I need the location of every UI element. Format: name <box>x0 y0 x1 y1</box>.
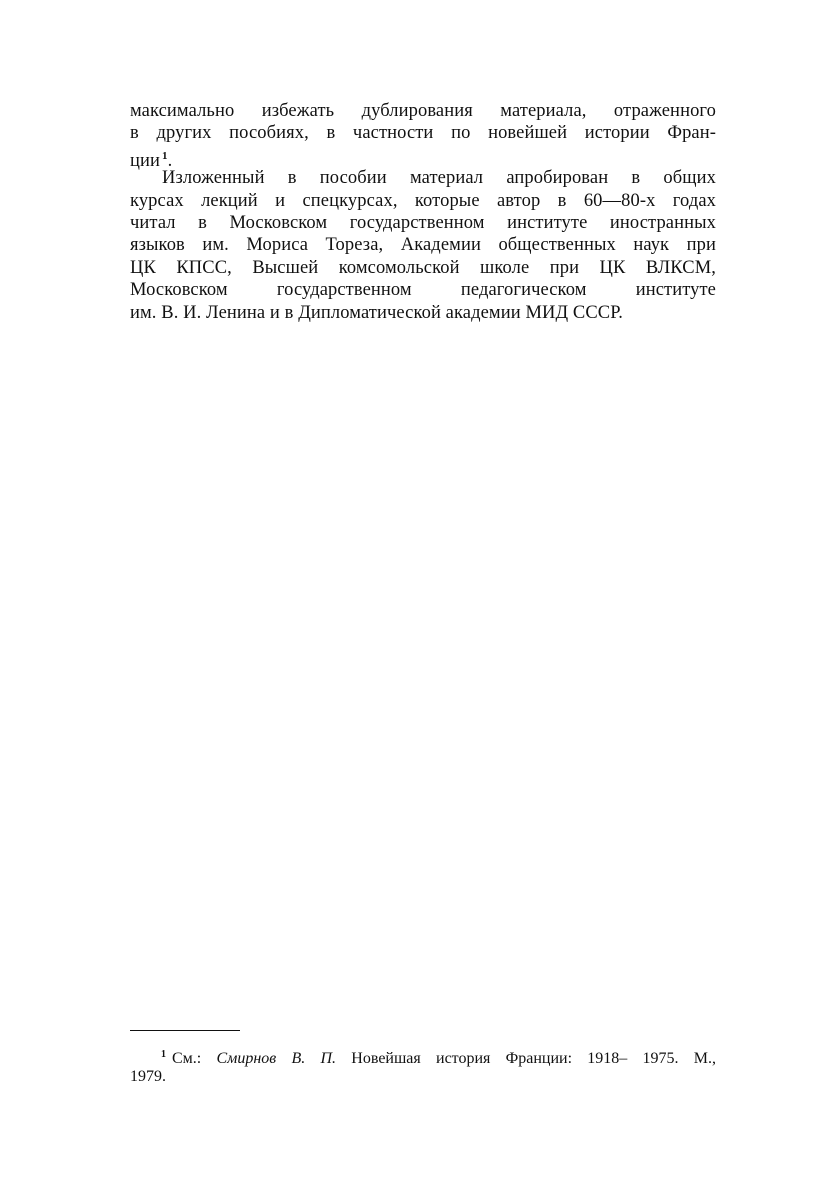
paragraph-2-line-4: языков им. Мориса Тореза, Академии общественных наук при <box>130 235 716 256</box>
paragraph-2-line-7: им. В. И. Ленина и в Дипломатической академии МИД СССР. <box>130 302 624 323</box>
paragraph-2-line-2: курсах лекций и спецкурсах, которые автор в 60—80-х годах <box>130 190 716 211</box>
paragraph-1-line-2: в других пособиях, в частности по новейшей истории Фран- <box>130 123 716 144</box>
paragraph-2-line-5: ЦК КПСС, Высшей комсомольской школе при ЦК ВЛКСМ, <box>130 257 716 278</box>
paragraph-2-line-3: читал в Московском государственном институте иностранных <box>130 212 716 233</box>
paragraph-1-line-1: максимально избежать дублирования материала, отраженного <box>130 101 716 121</box>
main-text <box>130 100 716 324</box>
footnote-line-2: 1979. <box>130 1068 166 1086</box>
footnote-author: Смирнов В. П. <box>216 1050 337 1067</box>
paragraph-1-line-3-end: . <box>167 150 173 171</box>
paragraph-1-line-3 <box>130 145 716 171</box>
footnote-separator <box>130 1030 240 1031</box>
footnote-reference: 1 <box>162 149 168 162</box>
paragraph-2-line-6: Московском государственном педагогическом институте <box>130 280 716 301</box>
footnote-prefix: См.: <box>172 1050 217 1067</box>
footnote-title: Новейшая история Франции: 1918– 1975. М., <box>336 1050 716 1067</box>
footnote <box>130 1043 716 1088</box>
footnote-marker: 1 <box>161 1049 166 1060</box>
paragraph-1-line-3-text: ции <box>130 150 161 171</box>
paragraph-2-line-1: Изложенный в пособии материал апробирован в общих <box>162 168 716 189</box>
footnote-line-1 <box>130 1043 716 1065</box>
